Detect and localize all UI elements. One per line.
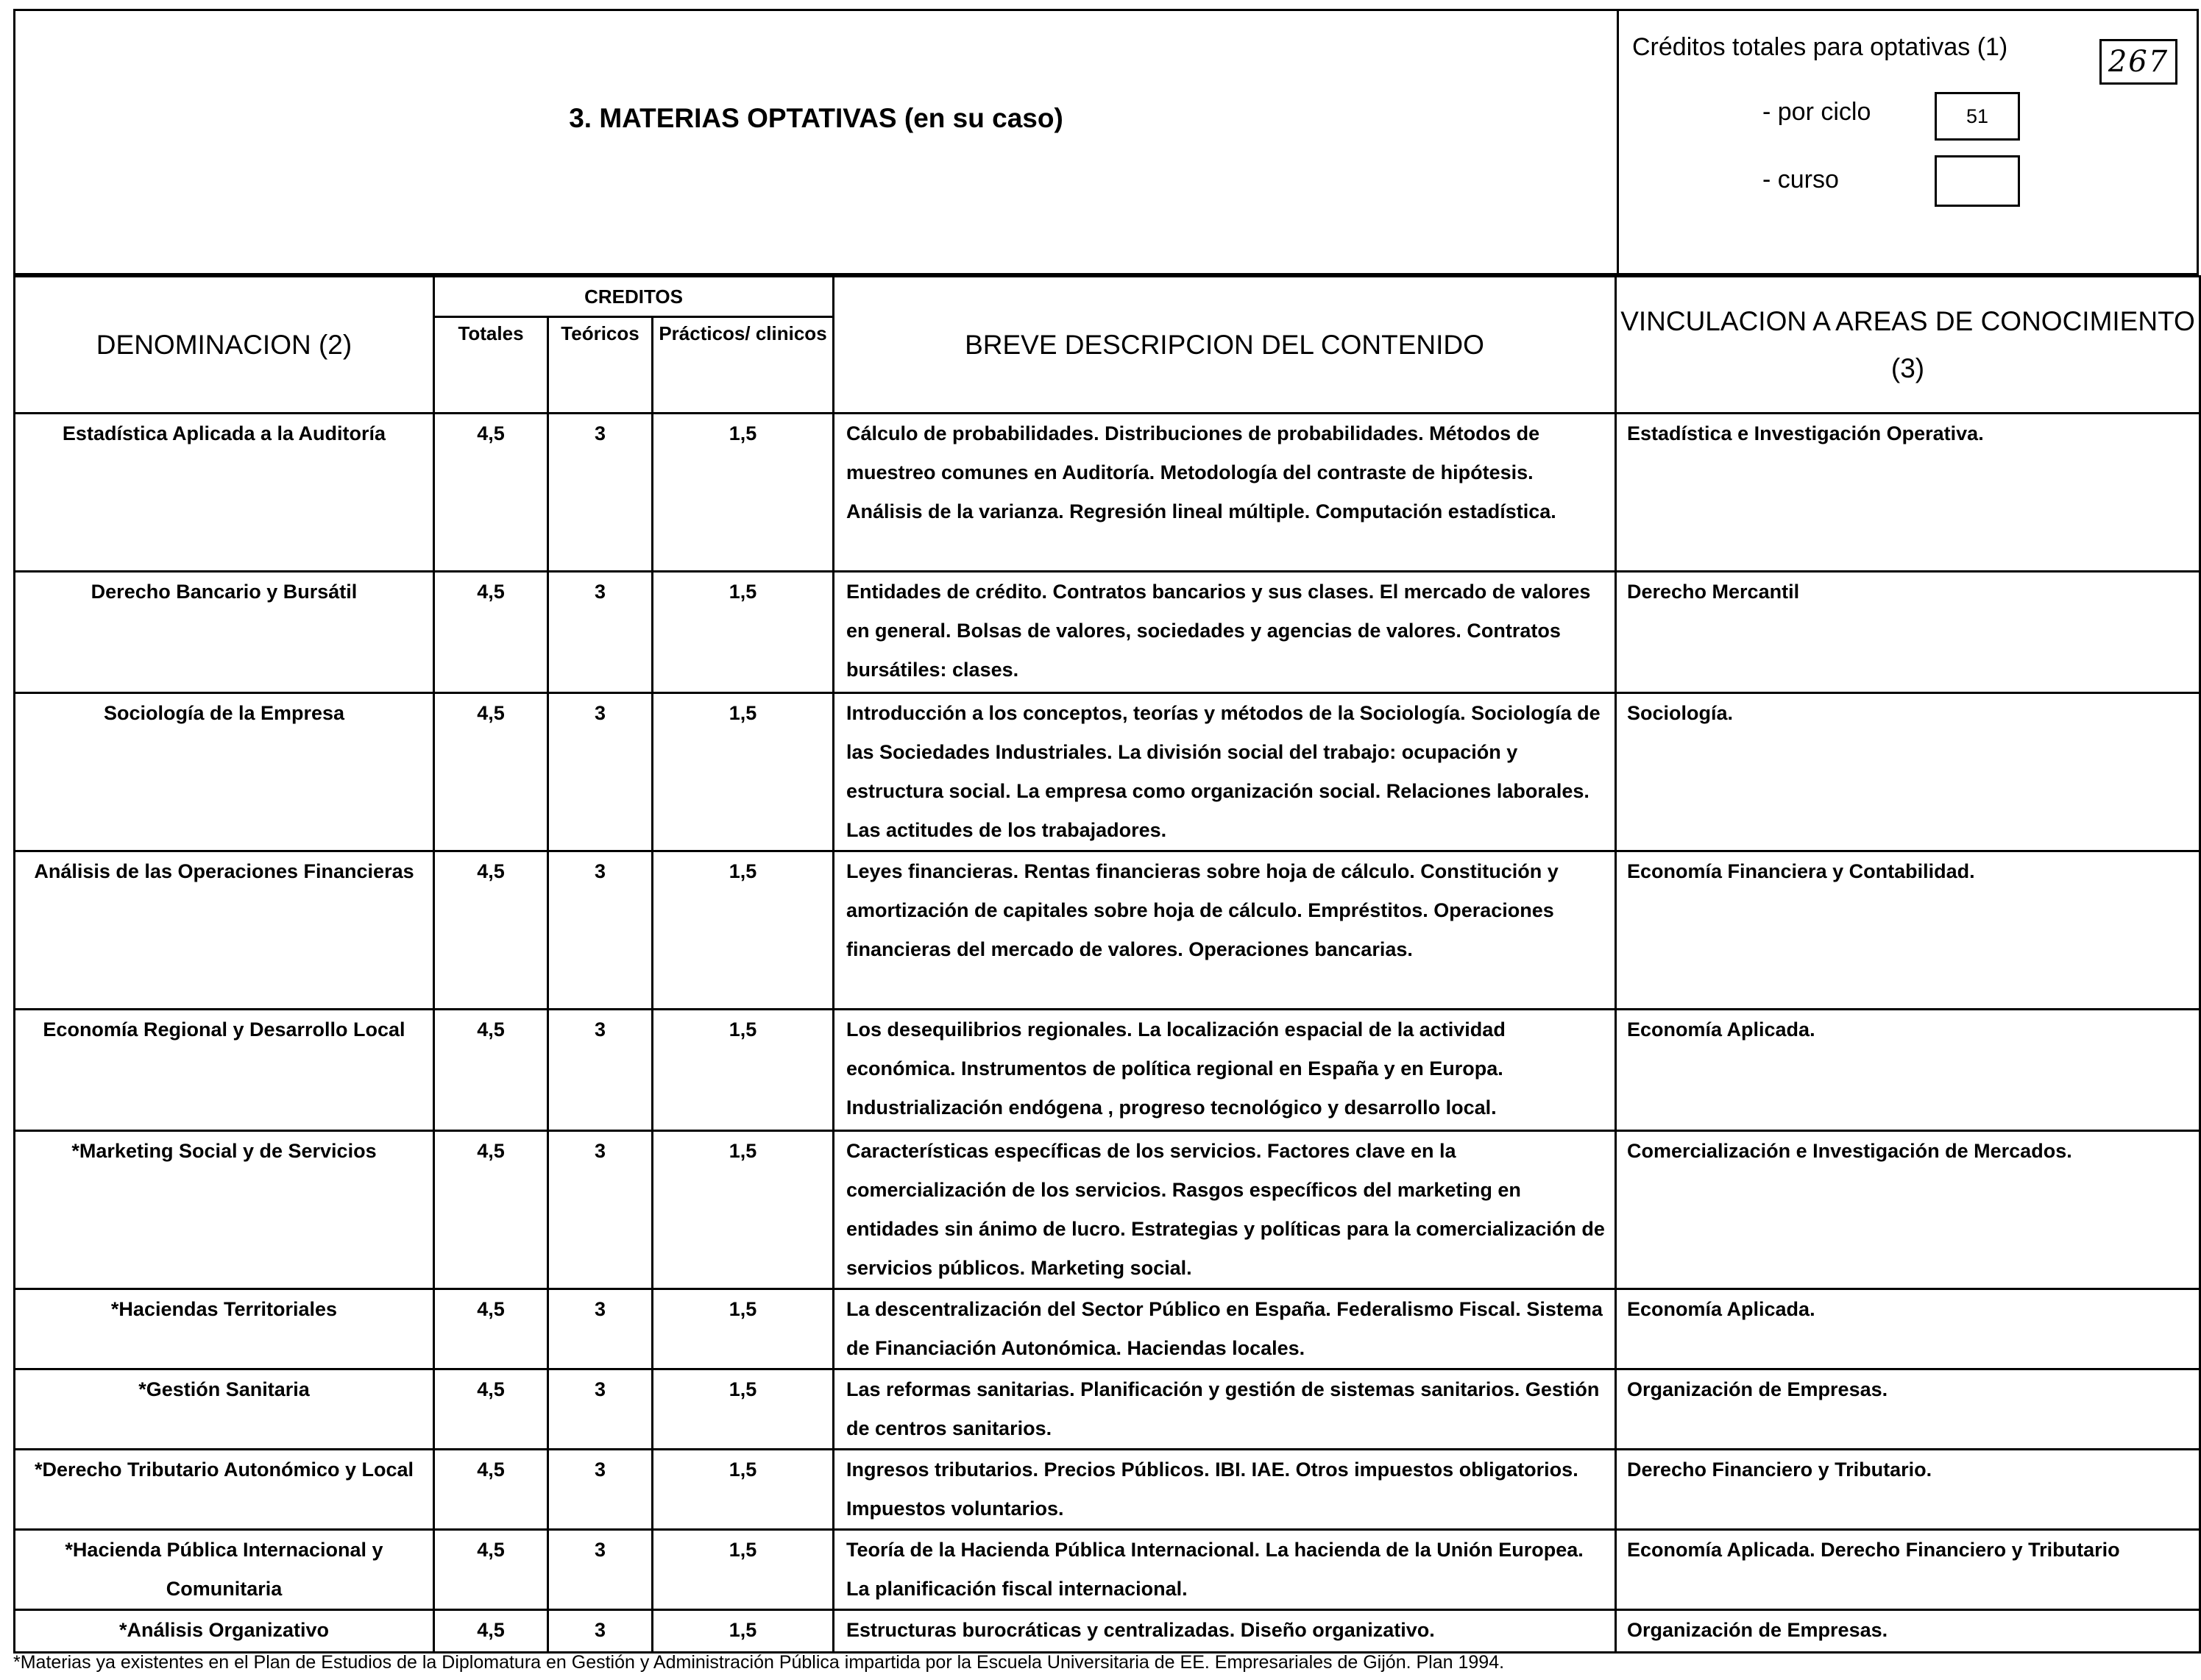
table-row	[15, 1289, 2200, 1369]
credits-teoricos: 3	[548, 414, 653, 572]
table-row	[15, 1450, 2200, 1530]
subject-name: Análisis de las Operaciones Financieras	[15, 851, 434, 1010]
header-vinculacion: VINCULACION A AREAS DE CONOCIMIENTO (3)	[1616, 277, 2200, 414]
knowledge-area: Derecho Mercantil	[1616, 572, 2200, 693]
subjects-table-body	[15, 414, 2200, 1653]
credits-practicos: 1,5	[653, 1610, 834, 1653]
table-row	[15, 1010, 2200, 1131]
credits-practicos: 1,5	[653, 1530, 834, 1610]
knowledge-area: Economía Aplicada.	[1616, 1289, 2200, 1369]
knowledge-area: Derecho Financiero y Tributario.	[1616, 1450, 2200, 1530]
table-row	[15, 1530, 2200, 1610]
table-row	[15, 693, 2200, 851]
subject-name: *Gestión Sanitaria	[15, 1369, 434, 1450]
subject-description: Cálculo de probabilidades. Distribuciones de probabilidades. Métodos de muestreo comunes en Auditoría. Metodología del contraste de hipótesis. Análisis de la varianza. Regresión lineal múltiple. Computación estadística.	[834, 414, 1616, 572]
subject-description: Las reformas sanitarias. Planificación y gestión de sistemas sanitarios. Gestión de centros sanitarios.	[834, 1369, 1616, 1450]
subject-name: Derecho Bancario y Bursátil	[15, 572, 434, 693]
subjects-table-wrapper	[13, 275, 2199, 1654]
subject-description: La descentralización del Sector Público en España. Federalismo Fiscal. Sistema de Financiación Autonómica. Haciendas locales.	[834, 1289, 1616, 1369]
subject-name: *Marketing Social y de Servicios	[15, 1131, 434, 1289]
credits-totales: 4,5	[434, 1131, 548, 1289]
subject-description: Los desequilibrios regionales. La localización espacial de la actividad económica. Instrumentos de política regional en España y en Europa. Industrialización endógena , progreso tecnológico y desarrollo local.	[834, 1010, 1616, 1131]
credits-teoricos: 3	[548, 851, 653, 1010]
curso-box	[1935, 155, 2020, 207]
header-teoricos: Teóricos	[548, 317, 653, 414]
credits-teoricos: 3	[548, 1010, 653, 1131]
credits-practicos: 1,5	[653, 572, 834, 693]
total-credits-box: 267	[2099, 39, 2177, 85]
por-ciclo-box: 51	[1935, 92, 2020, 141]
header-totales: Totales	[434, 317, 548, 414]
subject-description: Introducción a los conceptos, teorías y métodos de la Sociología. Sociología de las Sociedades Industriales. La división social del trabajo: ocupación y estructura social. La empresa como organización social. Relaciones laborales. Las actitudes de los trabajadores.	[834, 693, 1616, 851]
subject-description: Leyes financieras. Rentas financieras sobre hoja de cálculo. Constitución y amortización de capitales sobre hoja de cálculo. Empréstitos. Operaciones financieras del mercado de valores. Operaciones bancarias.	[834, 851, 1616, 1010]
subject-description: Teoría de la Hacienda Pública Internacional. La hacienda de la Unión Europea. La planificación fiscal internacional.	[834, 1530, 1616, 1610]
credits-teoricos: 3	[548, 1530, 653, 1610]
por-ciclo-label: - por ciclo	[1762, 98, 1871, 126]
credits-teoricos: 3	[548, 1369, 653, 1450]
credits-totales: 4,5	[434, 1010, 548, 1131]
credits-practicos: 1,5	[653, 1010, 834, 1131]
knowledge-area: Organización de Empresas.	[1616, 1610, 2200, 1653]
credits-totales: 4,5	[434, 414, 548, 572]
table-row	[15, 1369, 2200, 1450]
credits-teoricos: 3	[548, 1450, 653, 1530]
document-page	[13, 9, 2199, 1673]
credits-teoricos: 3	[548, 572, 653, 693]
subject-name: *Haciendas Territoriales	[15, 1289, 434, 1369]
credits-totales: 4,5	[434, 1610, 548, 1653]
table-row	[15, 1610, 2200, 1653]
knowledge-area: Sociología.	[1616, 693, 2200, 851]
table-row	[15, 1131, 2200, 1289]
credits-practicos: 1,5	[653, 851, 834, 1010]
subject-name: Sociología de la Empresa	[15, 693, 434, 851]
knowledge-area: Economía Aplicada.	[1616, 1010, 2200, 1131]
credits-teoricos: 3	[548, 1610, 653, 1653]
header-practicos: Prácticos/ clinicos	[653, 317, 834, 414]
credits-totales: 4,5	[434, 1369, 548, 1450]
knowledge-area: Organización de Empresas.	[1616, 1369, 2200, 1450]
credits-totales: 4,5	[434, 572, 548, 693]
header-creditos: CREDITOS	[434, 277, 834, 317]
credits-teoricos: 3	[548, 1131, 653, 1289]
credits-practicos: 1,5	[653, 1450, 834, 1530]
subject-name: *Derecho Tributario Autonómico y Local	[15, 1450, 434, 1530]
section-title	[15, 11, 1617, 273]
knowledge-area: Comercialización e Investigación de Mercados.	[1616, 1131, 2200, 1289]
credits-totales: 4,5	[434, 851, 548, 1010]
credits-practicos: 1,5	[653, 693, 834, 851]
header-descripcion: BREVE DESCRIPCION DEL CONTENIDO	[834, 277, 1616, 414]
credits-summary-panel	[1619, 11, 2197, 273]
subject-name: *Hacienda Pública Internacional y Comunitaria	[15, 1530, 434, 1610]
subject-description: Entidades de crédito. Contratos bancarios y sus clases. El mercado de valores en general. Bolsas de valores, sociedades y agencias de valores. Contratos bursátiles: clases.	[834, 572, 1616, 693]
table-row	[15, 572, 2200, 693]
header-block	[13, 9, 2199, 275]
table-row	[15, 414, 2200, 572]
credits-practicos: 1,5	[653, 1289, 834, 1369]
subjects-table	[13, 275, 2201, 1654]
curso-label: - curso	[1762, 166, 1839, 194]
credits-totales: 4,5	[434, 693, 548, 851]
subject-description: Ingresos tributarios. Precios Públicos. IBI. IAE. Otros impuestos obligatorios. Impuestos voluntarios.	[834, 1450, 1616, 1530]
knowledge-area: Estadística e Investigación Operativa.	[1616, 414, 2200, 572]
section-title-text: 3. MATERIAS OPTATIVAS (en su caso)	[569, 103, 1063, 133]
credits-teoricos: 3	[548, 1289, 653, 1369]
subject-description: Estructuras burocráticas y centralizadas. Diseño organizativo.	[834, 1610, 1616, 1653]
subject-name: Economía Regional y Desarrollo Local	[15, 1010, 434, 1131]
table-row	[15, 851, 2200, 1010]
credits-practicos: 1,5	[653, 414, 834, 572]
subject-description: Características específicas de los servicios. Factores clave en la comercialización de los servicios. Rasgos específicos del marketing en entidades sin ánimo de lucro. Estrategias y políticas para la comercialización de servicios públicos. Marketing social.	[834, 1131, 1616, 1289]
knowledge-area: Economía Aplicada. Derecho Financiero y Tributario	[1616, 1530, 2200, 1610]
knowledge-area: Economía Financiera y Contabilidad.	[1616, 851, 2200, 1010]
credits-teoricos: 3	[548, 693, 653, 851]
credits-practicos: 1,5	[653, 1369, 834, 1450]
subject-name: Estadística Aplicada a la Auditoría	[15, 414, 434, 572]
credits-totales: 4,5	[434, 1450, 548, 1530]
footnote: *Materias ya existentes en el Plan de Estudios de la Diplomatura en Gestión y Administración Pública impartida por la Escuela Universitaria de EE. Empresariales de Gijón. Plan 1994.	[13, 1652, 1505, 1673]
header-denominacion: DENOMINACION (2)	[15, 277, 434, 414]
credits-totales: 4,5	[434, 1530, 548, 1610]
subject-name: *Análisis Organizativo	[15, 1610, 434, 1653]
total-credits-label: Créditos totales para optativas (1)	[1632, 33, 2008, 61]
credits-totales: 4,5	[434, 1289, 548, 1369]
credits-practicos: 1,5	[653, 1131, 834, 1289]
